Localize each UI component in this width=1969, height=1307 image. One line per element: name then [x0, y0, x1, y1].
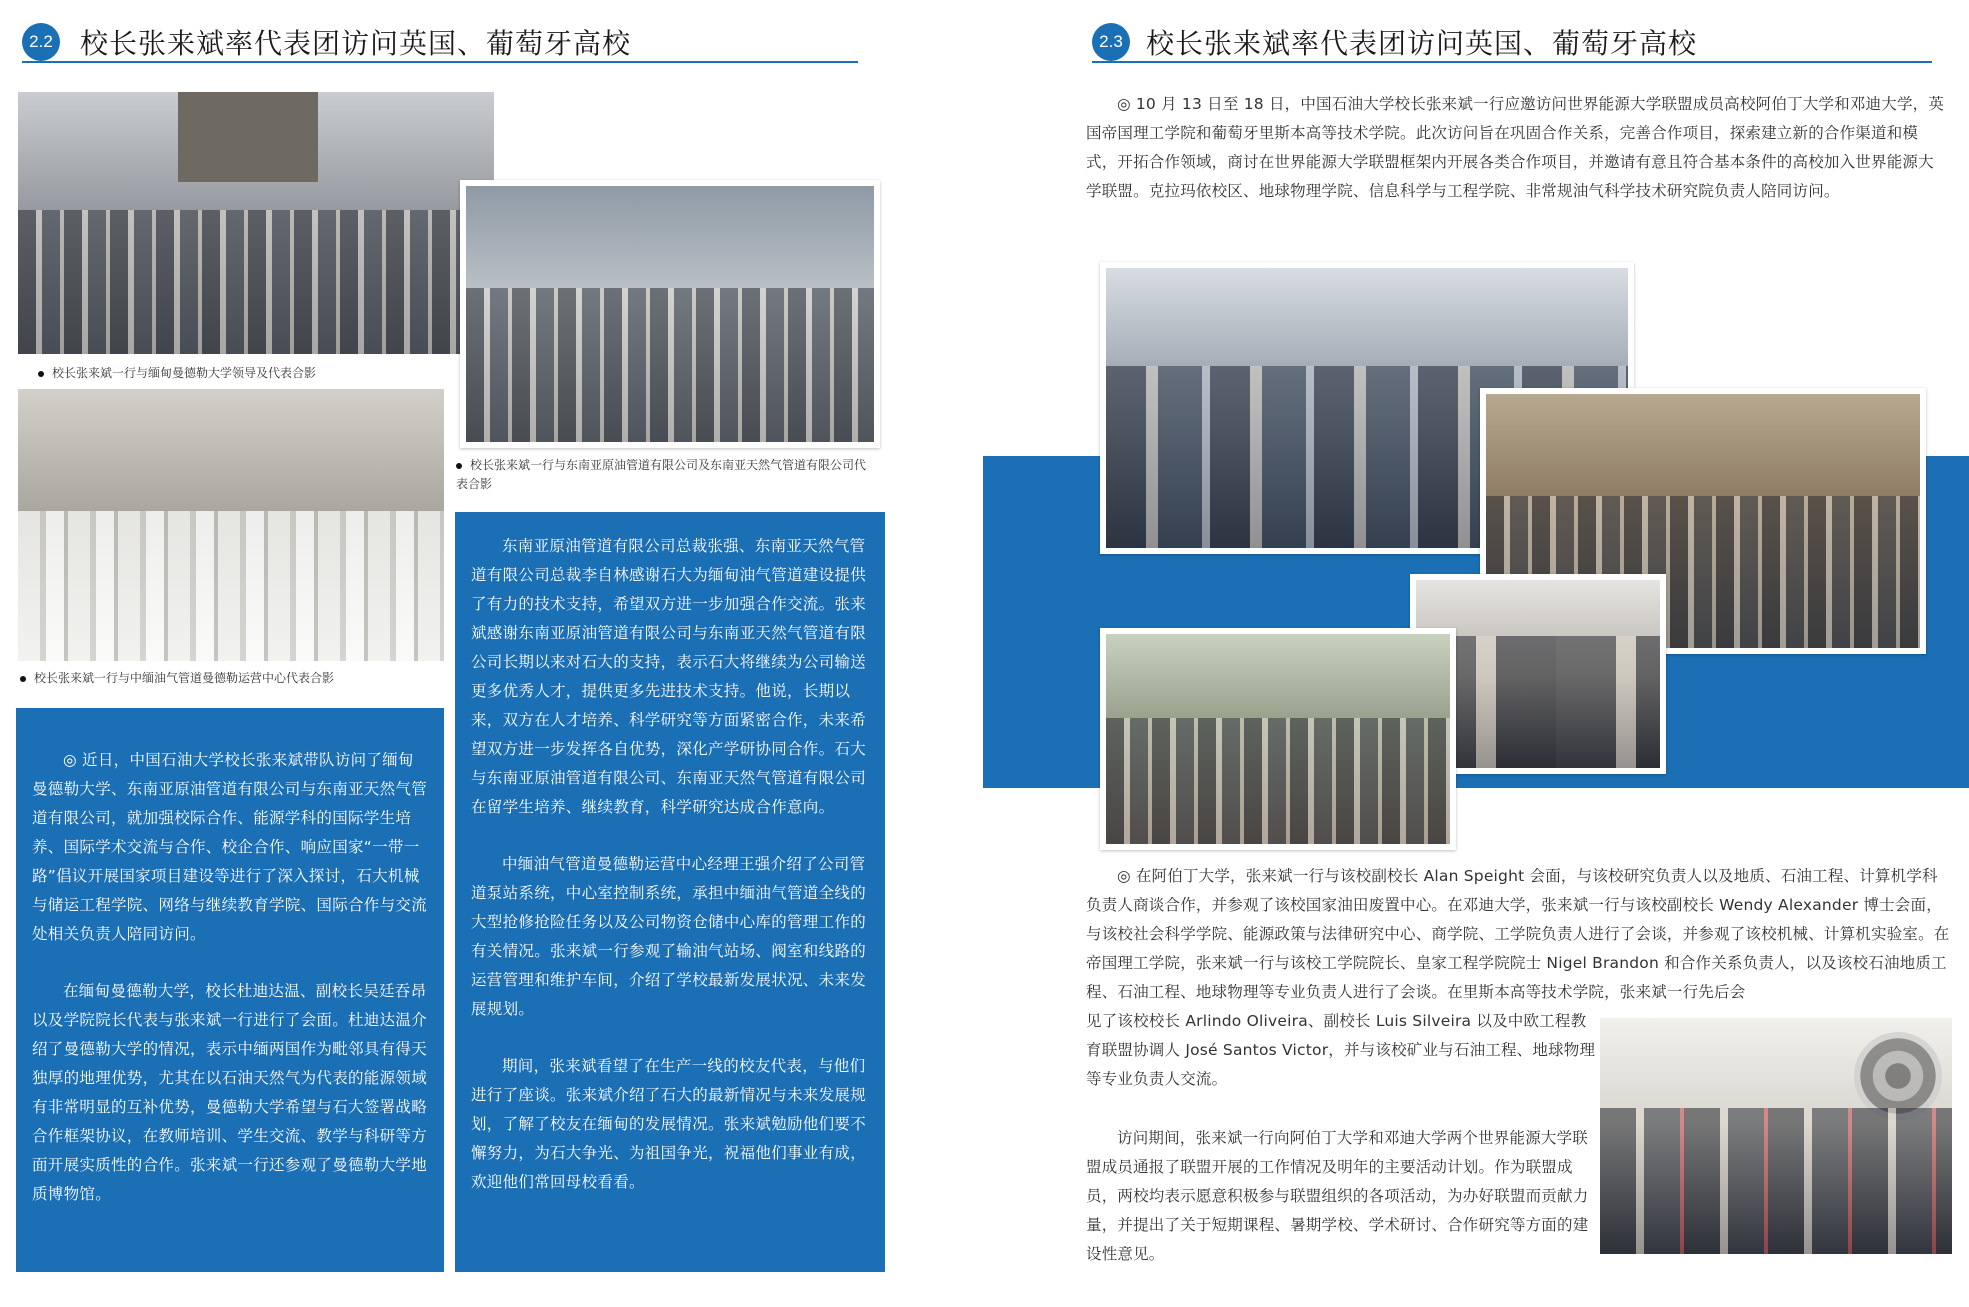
paragraph: 中缅油气管道曼德勒运营中心经理王强介绍了公司管道泵站系统，中心室控制系统，承担中缅油气管道全线的大型抢修抢险任务以及公司物资仓储中心库的管理工作的有关情况。张来斌一行参观了输油气站场、阀室和线路的运营管理和维护车间，介绍了学校最新发展状况、未来发展规划。	[471, 855, 867, 1018]
text-box-pipeline	[455, 512, 885, 1272]
paragraph: 在缅甸曼德勒大学，校长杜迪达温、副校长吴廷吞昂以及学院院长代表与张来斌一行进行了会面。杜迪达温介绍了曼德勒大学的情况，表示中缅两国作为毗邻具有得天独厚的地理优势，尤其在以石油天然气为代表的能源领域有非常明显的互补优势，曼德勒大学希望与石大签署战略合作框架协议，在教师培训、学生交流、教学与科研等方面开展实质性的合作。张来斌一行还参观了曼德勒大学地质博物馆。	[32, 982, 428, 1203]
paragraph: 期间，张来斌看望了在生产一线的校友代表，与他们进行了座谈。张来斌介绍了石大的最新情况与未来发展规划，了解了校友在缅甸的发展情况。张来斌勉励他们要不懈努力，为石大争光、为祖国争光，祝福他们事业有成，欢迎他们常回母校看看。	[471, 1057, 867, 1191]
visit-paragraph: ◎ 在阿伯丁大学，张来斌一行与该校副校长 Alan Speight 会面，与该校研究负责人以及地质、石油工程、计算机学科负责人商谈合作，并参观了该校国家油田废置中心。在邓迪大学，张来斌一行与该校副校长 Wendy Alexander 博士会面，与该校社会科学学院、能源政策与法律研究中心、商学院、工学院负责人进行了会谈，并参观了该校机械、计算机实验室。在帝国理工学院，张来斌一行与该校工学院院长、皇家工程学院院士 Nigel Brandon 和合作关系负责人，以及该校石油地质工程、石油工程、地球物理等专业负责人进行了会谈。在里斯本高等技术学院，张来斌一行先后会	[1086, 867, 1950, 1001]
photo-mandalay-university	[18, 92, 494, 354]
caption-photo2: 校长张来斌一行与东南亚原油管道有限公司及东南亚天然气管道有限公司代表合影	[456, 458, 867, 491]
title-rule	[22, 61, 858, 63]
photo-operation-center	[18, 389, 444, 661]
section-badge: 2.3	[1092, 23, 1130, 61]
photo-imperial-college	[1100, 628, 1456, 850]
title-rule	[1092, 61, 1932, 63]
caption-photo1: 校长张来斌一行与缅甸曼德勒大学领导及代表合影	[38, 364, 498, 383]
section-badge: 2.2	[22, 23, 60, 61]
caption-photo3: 校长张来斌一行与中缅油气管道曼德勒运营中心代表合影	[20, 669, 440, 688]
photo-lisbon-signing	[1600, 1018, 1952, 1254]
bullet-icon	[456, 463, 462, 469]
text-box-mandalay	[16, 708, 444, 1272]
photo-pipeline-company	[460, 180, 880, 448]
page-title: 校长张来斌率代表团访问英国、葡萄牙高校	[1146, 27, 1698, 60]
bullet-icon	[38, 371, 44, 377]
closing-paragraph: 访问期间，张来斌一行向阿伯丁大学和邓迪大学两个世界能源大学联盟成员通报了联盟开展的工作情况及明年的主要活动计划。作为联盟成员，两校均表示愿意积极参与联盟组织的各项活动，为办好联盟而贡献力量，并提出了关于短期课程、暑期学校、学术研讨、合作研究等方面的建设性意见。	[1086, 1129, 1589, 1263]
visit-paragraph-continued: 见了该校校长 Arlindo Oliveira、副校长 Luis Silveira 以及中欧工程教育联盟协调人 José Santos Victor，并与该校矿业与石油工程、地球物理等专业负责人交流。	[1086, 1012, 1596, 1088]
bullet-icon	[20, 676, 26, 682]
paragraph: 东南亚原油管道有限公司总裁张强、东南亚天然气管道有限公司总裁李自林感谢石大为缅甸油气管道建设提供了有力的技术支持，希望双方进一步加强合作交流。张来斌感谢东南亚原油管道有限公司与东南亚天然气管道有限公司长期以来对石大的支持，表示石大将继续为公司输送更多优秀人才，提供更多先进技术支持。他说，长期以来，双方在人才培养、科学研究等方面紧密合作，未来希望双方进一步发挥各自优势，深化产学研协同合作。石大与东南亚原油管道有限公司、东南亚天然气管道有限公司在留学生培养、继续教育，科学研究达成合作意向。	[471, 537, 867, 816]
page-title: 校长张来斌率代表团访问英国、葡萄牙高校	[80, 27, 632, 60]
intro-paragraph: ◎ 10 月 13 日至 18 日，中国石油大学校长张来斌一行应邀访问世界能源大学联盟成员高校阿伯丁大学和邓迪大学，英国帝国理工学院和葡萄牙里斯本高等技术学院。此次访问旨在巩固合作关系，完善合作项目，探索建立新的合作渠道和模式，开拓合作领域，商讨在世界能源大学联盟框架内开展各类合作项目，并邀请有意且符合基本条件的高校加入世界能源大学联盟。克拉玛依校区、地球物理学院、信息科学与工程学院、非常规油气科学技术研究院负责人陪同访问。	[1086, 95, 1945, 200]
paragraph: ◎ 近日，中国石油大学校长张来斌带队访问了缅甸曼德勒大学、东南亚原油管道有限公司与东南亚天然气管道有限公司，就加强校际合作、能源学科的国际学生培养、国际学术交流与合作、校企合作、响应国家“一带一路”倡议开展国家项目建设等进行了深入探讨，石大机械与储运工程学院、网络与继续教育学院、国际合作与交流处相关负责人陪同访问。	[32, 751, 428, 943]
